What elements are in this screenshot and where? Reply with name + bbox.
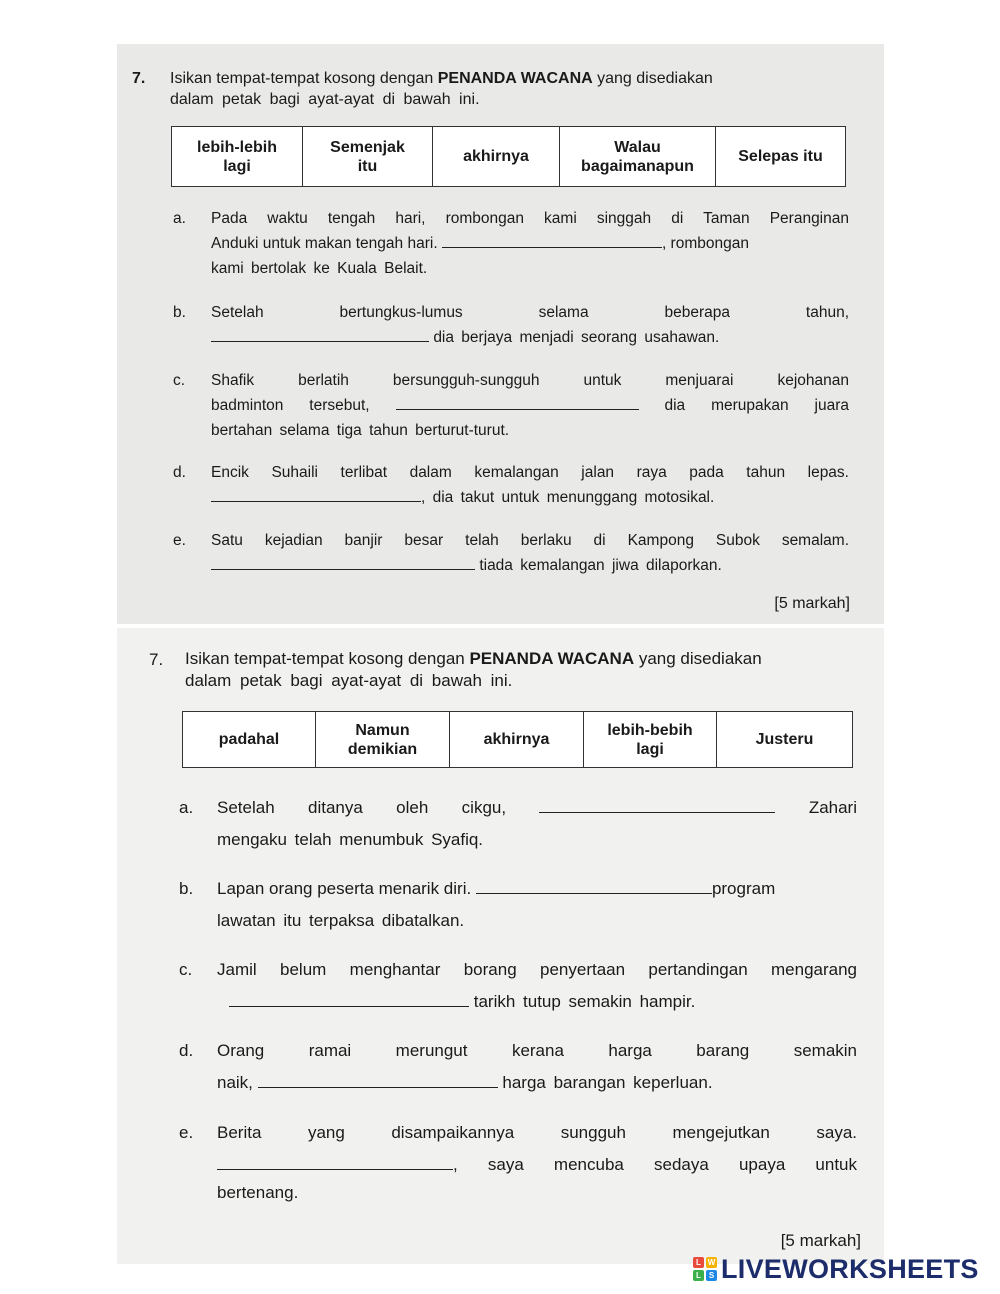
word-box-line: akhirnya bbox=[463, 148, 529, 165]
list-item bbox=[179, 1035, 857, 1099]
item-text-part: tarikh tutup semakin hampir. bbox=[473, 992, 696, 1011]
answer-blank[interactable] bbox=[396, 393, 639, 410]
item-label: b. bbox=[173, 304, 186, 321]
item-line: Berita yang disampaikannya sungguh mengejutkan saya. bbox=[217, 1123, 857, 1142]
item-line bbox=[211, 231, 849, 256]
item-line bbox=[211, 553, 849, 578]
word-box-line: Semenjak bbox=[330, 138, 405, 156]
answer-blank[interactable] bbox=[442, 231, 662, 248]
item-line: Jamil belum menghantar borang penyertaan pertandingan mengarang bbox=[217, 960, 857, 979]
item-line bbox=[217, 1149, 857, 1181]
answer-blank[interactable] bbox=[258, 1071, 498, 1088]
instruction-text: Isikan tempat-tempat kosong dengan bbox=[185, 649, 470, 668]
item-line: Satu kejadian banjir besar telah berlaku di Kampong Subok semalam. bbox=[211, 532, 849, 549]
item-label: d. bbox=[179, 1041, 194, 1060]
item-text-part: dia merupakan juara bbox=[664, 397, 849, 414]
item-line: Encik Suhaili terlibat dalam kemalangan jalan raya pada tahun lepas. bbox=[211, 464, 849, 481]
item-text-part: Setelah ditanya oleh cikgu, bbox=[217, 798, 507, 817]
instruction-text: Isikan tempat-tempat kosong dengan bbox=[170, 70, 438, 87]
item-text-part: Anduki untuk makan tengah hari. bbox=[211, 235, 438, 252]
item-text-part: Zahari bbox=[808, 798, 857, 817]
list-item bbox=[179, 792, 857, 856]
answer-blank[interactable] bbox=[211, 325, 429, 342]
answer-blank[interactable] bbox=[539, 796, 775, 813]
item-text bbox=[211, 206, 849, 281]
answer-blank[interactable] bbox=[229, 990, 469, 1007]
instruction-line2: dalam petak bagi ayat-ayat di bawah ini. bbox=[185, 671, 513, 690]
question-instruction bbox=[170, 68, 850, 110]
item-line bbox=[217, 792, 857, 824]
item-text-part: tiada kemalangan jiwa dilaporkan. bbox=[479, 557, 722, 574]
question-number: 7. bbox=[132, 70, 146, 87]
word-box-cell bbox=[433, 127, 560, 187]
word-box-line: akhirnya bbox=[483, 731, 550, 748]
item-text-part: harga barangan keperluan. bbox=[502, 1073, 713, 1092]
item-label: d. bbox=[173, 464, 186, 481]
list-item bbox=[173, 368, 849, 444]
item-line: Setelah bertungkus-lumus selama beberapa tahun, bbox=[211, 304, 849, 321]
instruction-text-end: yang disediakan bbox=[634, 649, 762, 668]
item-line bbox=[211, 393, 849, 418]
item-label: b. bbox=[179, 879, 194, 898]
item-text bbox=[211, 300, 849, 350]
item-text bbox=[211, 528, 849, 578]
worksheet-bottom bbox=[117, 628, 884, 1264]
item-label: a. bbox=[179, 798, 194, 817]
question-number: 7. bbox=[149, 650, 164, 669]
item-label: e. bbox=[173, 532, 186, 549]
item-text-part: Lapan orang peserta menarik diri. bbox=[217, 879, 472, 898]
list-item bbox=[179, 873, 857, 937]
worksheet-top bbox=[117, 44, 884, 624]
word-box-line: bagaimanapun bbox=[581, 157, 694, 175]
item-text bbox=[211, 368, 849, 443]
word-box-table bbox=[182, 711, 853, 768]
instruction-keyword: PENANDA WACANA bbox=[469, 649, 635, 668]
item-line: Pada waktu tengah hari, rombongan kami singgah di Taman Peranginan bbox=[211, 210, 849, 227]
word-box-line: lagi bbox=[636, 740, 664, 758]
instruction-text-end: yang disediakan bbox=[592, 70, 713, 87]
item-line: bertenang. bbox=[217, 1183, 299, 1202]
item-line: mengaku telah menumbuk Syafiq. bbox=[217, 830, 484, 849]
item-text bbox=[217, 954, 857, 1018]
word-box-cell bbox=[183, 712, 316, 768]
question-instruction bbox=[185, 648, 865, 692]
item-text-part: , saya mencuba sedaya upaya untuk bbox=[453, 1155, 857, 1174]
word-box-cell bbox=[450, 712, 584, 768]
logo-tile: W bbox=[707, 1258, 716, 1267]
word-box-line: Namun bbox=[355, 721, 410, 739]
item-label: a. bbox=[173, 210, 186, 227]
item-text bbox=[217, 1035, 857, 1099]
word-box-cell bbox=[560, 127, 716, 187]
word-box-cell bbox=[303, 127, 433, 187]
item-text bbox=[211, 460, 849, 510]
word-box-line: Walau bbox=[614, 138, 661, 156]
item-line bbox=[217, 986, 857, 1018]
item-text-part: , rombongan bbox=[661, 235, 749, 252]
word-box-line: lebih-lebih bbox=[197, 138, 277, 156]
logo-text: LIVEWORKSHEETS bbox=[721, 1253, 979, 1284]
item-line: bertahan selama tiga tahun berturut-turut. bbox=[211, 422, 510, 439]
list-item bbox=[173, 300, 849, 352]
logo-grid-icon bbox=[693, 1257, 717, 1281]
item-line: Orang ramai merungut kerana harga barang semakin bbox=[217, 1041, 857, 1060]
item-text-part: , dia takut untuk menunggang motosikal. bbox=[421, 489, 715, 506]
marks-label: [5 markah] bbox=[774, 595, 850, 612]
item-text bbox=[217, 873, 857, 937]
instruction-keyword: PENANDA WACANA bbox=[437, 70, 593, 87]
word-box-cell bbox=[316, 712, 450, 768]
item-text-part: badminton tersebut, bbox=[211, 397, 370, 414]
item-text-part: dia berjaya menjadi seorang usahawan. bbox=[433, 329, 720, 346]
item-text bbox=[217, 1117, 857, 1209]
logo-tile: S bbox=[706, 1270, 717, 1281]
list-item bbox=[173, 528, 849, 580]
answer-blank[interactable] bbox=[211, 553, 475, 570]
answer-blank[interactable] bbox=[217, 1153, 453, 1170]
item-text-part: program bbox=[711, 879, 776, 898]
item-line bbox=[211, 485, 849, 510]
word-box-line: padahal bbox=[218, 731, 280, 748]
word-box-line: lebih-bebih bbox=[607, 721, 693, 739]
item-label: c. bbox=[173, 372, 186, 389]
liveworksheets-logo[interactable] bbox=[693, 1254, 979, 1284]
word-box-line: demikian bbox=[347, 740, 418, 758]
item-line bbox=[211, 325, 849, 350]
item-line: lawatan itu terpaksa dibatalkan. bbox=[217, 911, 465, 930]
item-label: e. bbox=[179, 1123, 194, 1142]
list-item bbox=[179, 954, 857, 1018]
item-label: c. bbox=[179, 960, 193, 979]
item-line: Shafik berlatih bersungguh-sungguh untuk menjuarai kejohanan bbox=[211, 372, 849, 389]
answer-blank[interactable] bbox=[211, 485, 421, 502]
word-box-cell bbox=[717, 712, 853, 768]
instruction-line2: dalam petak bagi ayat-ayat di bawah ini. bbox=[170, 91, 480, 108]
list-item bbox=[173, 460, 849, 512]
item-line: kami bertolak ke Kuala Belait. bbox=[211, 260, 428, 277]
word-box-cell bbox=[584, 712, 717, 768]
word-box-cell bbox=[716, 127, 846, 187]
list-item bbox=[179, 1117, 857, 1213]
word-box-line: Justeru bbox=[755, 731, 814, 748]
logo-tile: L bbox=[693, 1257, 704, 1268]
word-box-table bbox=[171, 126, 846, 187]
logo-tile: L bbox=[693, 1270, 704, 1281]
word-box-line: itu bbox=[357, 157, 378, 175]
answer-blank[interactable] bbox=[476, 877, 712, 894]
word-box-cell bbox=[172, 127, 303, 187]
item-text-part: naik, bbox=[217, 1073, 253, 1092]
word-box-line: Selepas itu bbox=[738, 148, 823, 165]
item-line bbox=[217, 1067, 857, 1099]
item-line bbox=[217, 873, 857, 905]
list-item bbox=[173, 206, 849, 282]
item-text bbox=[217, 792, 857, 856]
marks-label: [5 markah] bbox=[780, 1231, 861, 1250]
word-box-line: lagi bbox=[223, 157, 251, 175]
